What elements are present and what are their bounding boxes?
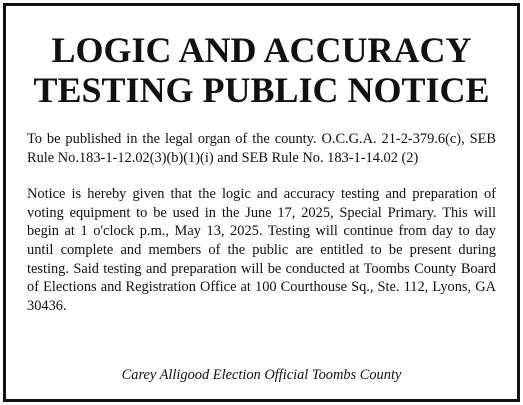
notice-title-line-1: LOGIC AND ACCURACY xyxy=(51,30,472,70)
official-signature: Carey Alligood Election Official Toombs County xyxy=(121,367,402,383)
public-notice xyxy=(3,3,520,402)
notice-body xyxy=(27,130,496,315)
notice-title-line-2: TESTING PUBLIC NOTICE xyxy=(33,70,490,110)
notice-details-paragraph: Notice is hereby given that the logic and accuracy testing and preparation of voting equipment to be used in the June 17, 2025, Special Primary. This will begin at 1 o'clock p.m., May 13, 2025. Testing will continue from day to day until complete and members of the public are entitled to be present during testing. Said testing and preparation will be conducted at Toombs County Board of Elections and Registration Office at 100 Courthouse Sq., Ste. 112, Lyons, GA 30436. xyxy=(27,186,496,314)
publication-requirement-paragraph: To be published in the legal organ of the county. O.C.G.A. 21-2-379.6(c), SEB Rule No.183-1-12.02(3)(b)(1)(i) and SEB Rule No. 183-1-14.02 (2) xyxy=(27,131,496,166)
notice-title xyxy=(6,6,517,110)
